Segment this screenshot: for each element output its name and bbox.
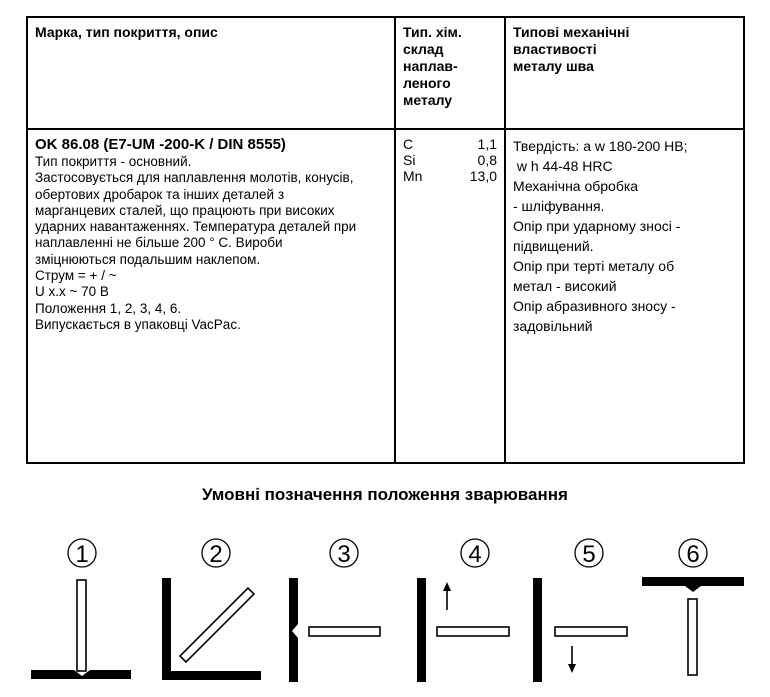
property-line: підвищений. bbox=[513, 238, 594, 254]
position-label: 6 bbox=[686, 541, 700, 568]
element-value: 13,0 bbox=[469, 168, 497, 184]
vertical-up-position-icon bbox=[417, 578, 509, 682]
property-line: Опір при ударному зносі - bbox=[513, 218, 681, 234]
property-line: Твердість: a w 180-200 НВ; bbox=[513, 138, 688, 154]
description-line: обертових дробарок та інших деталей з bbox=[35, 186, 285, 202]
position-label: 1 bbox=[75, 541, 89, 568]
position-1 bbox=[68, 539, 96, 568]
property-line: w h 44-48 HRC bbox=[513, 158, 613, 174]
position-4 bbox=[461, 539, 489, 568]
position-5 bbox=[575, 539, 603, 568]
description-line: Положення 1, 2, 3, 4, 6. bbox=[35, 300, 182, 316]
corner-position-icon bbox=[162, 578, 261, 680]
position-label: 4 bbox=[468, 541, 482, 568]
vertical-down-position-icon bbox=[533, 578, 627, 682]
property-line: Опір при терті металу об bbox=[513, 258, 675, 274]
description-line: Застосовується для наплавлення молотів, конусів, bbox=[35, 170, 354, 186]
position-2 bbox=[202, 539, 230, 568]
element-value: 0,8 bbox=[477, 152, 497, 168]
position-label: 3 bbox=[337, 541, 351, 568]
position-label: 5 bbox=[582, 541, 596, 568]
overhead-position-icon bbox=[642, 577, 744, 675]
description-line: Тип покриття - основний. bbox=[35, 154, 192, 169]
position-6 bbox=[679, 539, 707, 568]
element-symbol: Mn bbox=[403, 168, 423, 184]
property-line: метал - високий bbox=[513, 278, 617, 294]
position-3 bbox=[330, 539, 358, 568]
header-brand: Марка, тип покриття, опис bbox=[27, 17, 395, 129]
position-label: 2 bbox=[209, 541, 223, 568]
description-line: ударних навантаженнях. Температура деталей при bbox=[35, 219, 357, 235]
description-line: Випускається в упаковці VacPac. bbox=[35, 316, 241, 332]
description-line: зміцнюються подальшим наклепом. bbox=[35, 251, 261, 267]
flat-position-icon bbox=[31, 580, 131, 679]
description-line: марганцевих сталей, що працюють при високих bbox=[35, 202, 335, 218]
property-line: Опір абразивного зносу - bbox=[513, 298, 676, 314]
description-line: наплавленні не більше 200 ° С. Вироби bbox=[35, 235, 283, 251]
description-line: Струм = + / ~ bbox=[35, 268, 117, 284]
element-symbol: C bbox=[403, 136, 414, 152]
product-title: OK 86.08 (E7-UM -200-K / DIN 8555) bbox=[35, 136, 286, 153]
header-composition: Тип. хім. склад наплав- леного металу bbox=[395, 17, 505, 129]
header-properties: Типові механічні властивості металу шва bbox=[505, 17, 744, 129]
property-line: - шліфування. bbox=[513, 198, 605, 214]
property-line: задовільний bbox=[513, 318, 593, 334]
element-value: 1,1 bbox=[477, 136, 497, 152]
element-symbol: Si bbox=[403, 152, 416, 168]
positions-title: Умовні позначення положення зварювання bbox=[202, 485, 568, 504]
property-line: Механічна обробка bbox=[513, 178, 639, 194]
description-line: U x.x ~ 70 В bbox=[35, 284, 109, 300]
horizontal-position-icon bbox=[289, 578, 380, 682]
